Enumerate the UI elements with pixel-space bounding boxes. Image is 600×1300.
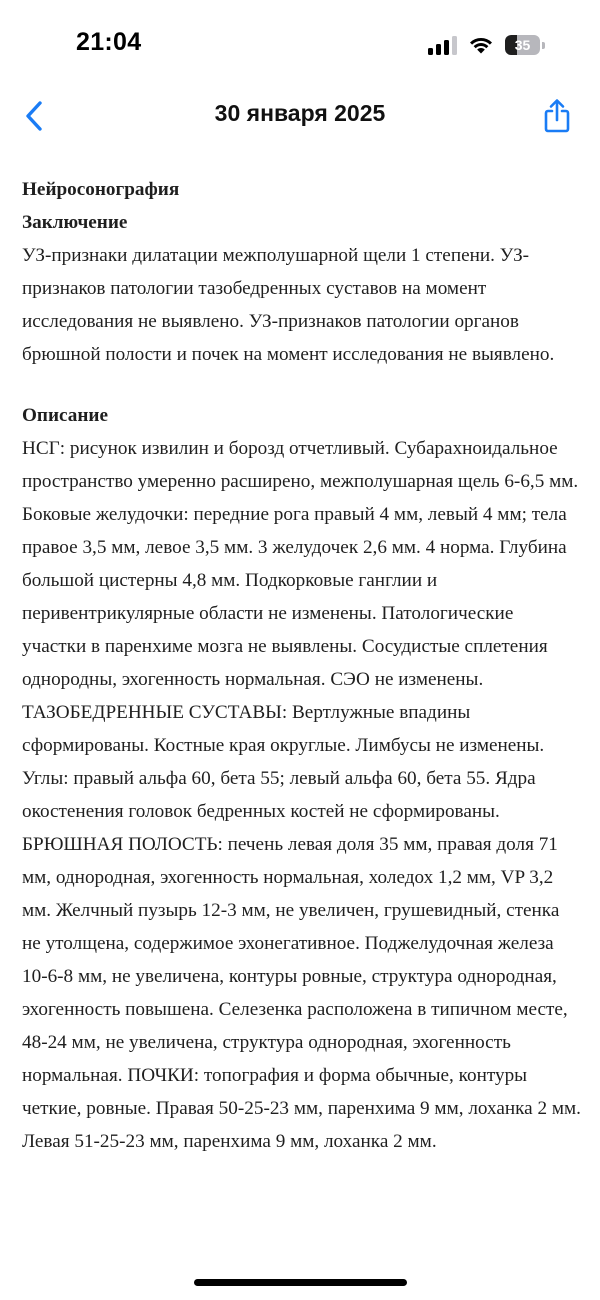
page-title: 30 января 2025 [214,100,386,126]
signal-icon [428,35,457,55]
conclusion-text: УЗ-признаки дилатации межполушарной щели 1 степени. УЗ-признаков патологии тазобедренных суставов на момент исследования не выявлено. УЗ-признаков патологии органов брюшной полости и почек на момент исследования не выявлено. [22,245,555,365]
status-time: 21:04 [76,28,142,56]
section-spacer [22,371,582,399]
wifi-icon [467,35,495,55]
document-title: Нейросонография [22,179,180,200]
nav-bar [0,90,600,146]
chevron-left-icon [23,100,45,132]
battery-level: 35 [514,37,531,53]
status-icons [428,32,545,58]
description-heading: Описание [22,405,109,426]
back-button[interactable] [14,96,54,136]
description-text: НСГ: рисунок извилин и борозд отчетливый. Субарахноидальное пространство умеренно расширено, межполушарная щель 6-6,5 мм. Боковые желудочки: передние рога правый 4 мм, левый 4 мм; тела правое 3,5 мм, левое 3,5 мм. 3 желудочек 2,6 мм. 4 норма. Глубина большой цистерны 4,8 мм. Подкорковые ганглии и перивентрикулярные области не изменены. Патологические участки в паренхиме мозга не выявлены. Сосудистые сплетения однородны, эхогенность нормальная. СЭО не изменены. ТАЗОБЕДРЕННЫЕ СУСТАВЫ: Вертлужные впадины сформированы. Костные края округлые. Лимбусы не изменены. Углы: правый альфа 60, бета 55; левый альфа 60, бета 55. Ядра окостенения головок бедренных костей не сформированы. БРЮШНАЯ ПОЛОСТЬ: печень левая доля 35 мм, правая доля 71 мм, однородная, эхогенность нормальная, холедох 1,2 мм, VP 3,2 мм. Желчный пузырь 12-3 мм, не увеличен, грушевидный, стенка не утолщена, содержимое эхонегативное. Поджелудочная железа 10-6-8 мм, не увеличена, контуры ровные, структура однородная, эхогенность повышена. Селезенка расположена в типичном месте, 48-24 мм, не увеличена, структура однородная, эхогенность нормальная. ПОЧКИ: топография и форма обычные, контуры четкие, ровные. Правая 50-25-23 мм, паренхима 9 мм, лоханка 2 мм. Левая 51-25-23 мм, паренхима 9 мм, лоханка 2 мм. [22,438,581,1152]
conclusion-heading: Заключение [22,212,128,233]
status-bar [0,0,600,90]
document-body [22,173,582,1248]
share-button[interactable] [536,94,578,138]
share-icon [542,98,572,134]
battery-icon [505,35,545,55]
home-indicator[interactable] [194,1279,407,1286]
